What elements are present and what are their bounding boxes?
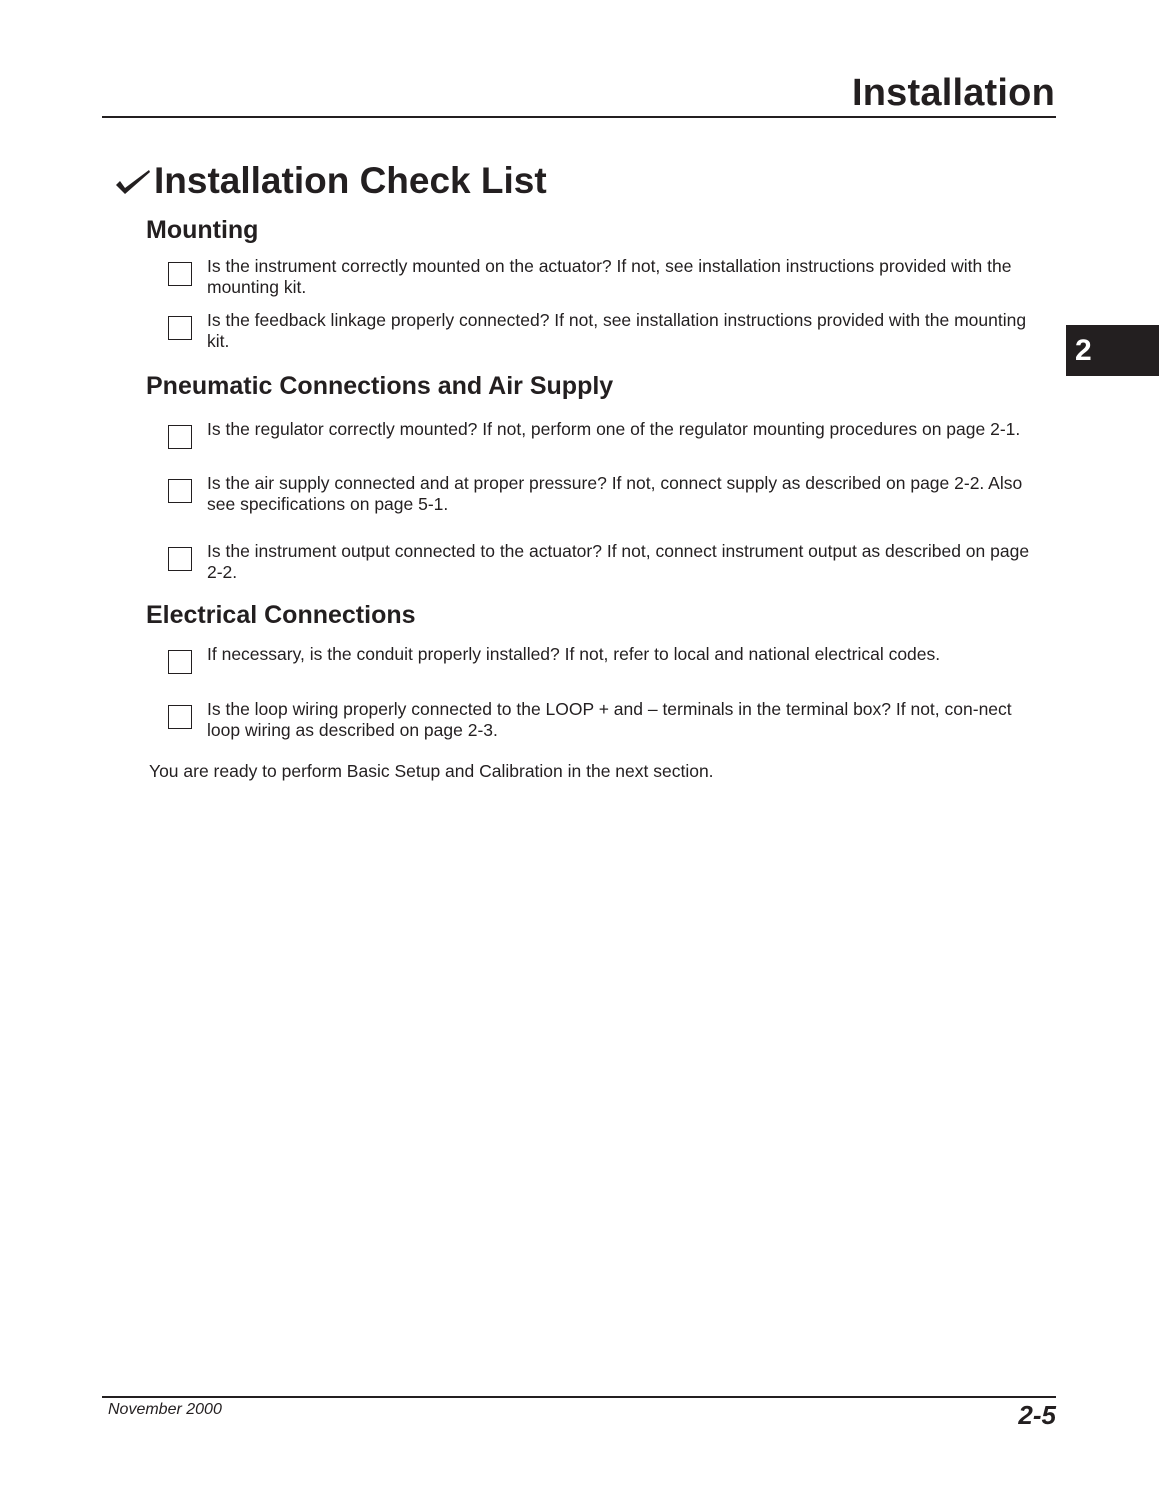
checklist-item-text: Is the air supply connected and at proper pressure? If not, connect supply as described on page 2-2. Also see specifications on page 5-1.: [207, 473, 1023, 514]
page-heading: [114, 160, 547, 202]
checklist-item: [168, 419, 1048, 449]
checkmark-icon: [114, 166, 152, 196]
closing-text: You are ready to perform Basic Setup and Calibration in the next section.: [149, 761, 714, 781]
section-heading-electrical: Electrical Connections: [146, 601, 416, 629]
header-title: Installation: [852, 72, 1055, 114]
checklist-item: [168, 256, 1048, 298]
section-heading-pneumatic: Pneumatic Connections and Air Supply: [146, 372, 614, 400]
section-heading-mounting: Mounting: [146, 216, 259, 244]
checklist-item-text: Is the instrument correctly mounted on the actuator? If not, see installation instructions provided with the mounting kit.: [207, 256, 1012, 297]
chapter-tab: 2: [1066, 325, 1159, 376]
checklist-item: [168, 541, 1048, 583]
checklist-item: [168, 473, 1048, 515]
page-title: Installation Check List: [154, 160, 547, 201]
footer-date: November 2000: [108, 1401, 222, 1418]
checkbox[interactable]: [168, 547, 192, 571]
checklist-item: [168, 644, 1048, 674]
checklist-item-text: Is the regulator correctly mounted? If not, perform one of the regulator mounting procedures on page 2-1.: [207, 419, 1021, 439]
checklist-item-text: Is the feedback linkage properly connected? If not, see installation instructions provided with the mounting kit.: [207, 310, 1027, 351]
checkbox[interactable]: [168, 316, 192, 340]
checklist-item-text: Is the instrument output connected to the actuator? If not, connect instrument output as described on page 2-2.: [207, 541, 1030, 582]
header-divider: [102, 116, 1056, 118]
checklist-item-text: Is the loop wiring properly connected to the LOOP + and – terminals in the terminal box? If not, con-nect loop wiring as described on page 2-3.: [207, 699, 1012, 740]
footer-divider: [102, 1396, 1056, 1398]
checklist-item-text: If necessary, is the conduit properly installed? If not, refer to local and national electrical codes.: [207, 644, 941, 664]
checklist-item: [168, 310, 1048, 352]
checklist-item: [168, 699, 1048, 741]
checkbox[interactable]: [168, 425, 192, 449]
checkbox[interactable]: [168, 705, 192, 729]
checkbox[interactable]: [168, 262, 192, 286]
page-number: 2-5: [1018, 1400, 1056, 1430]
checkbox[interactable]: [168, 479, 192, 503]
checkbox[interactable]: [168, 650, 192, 674]
